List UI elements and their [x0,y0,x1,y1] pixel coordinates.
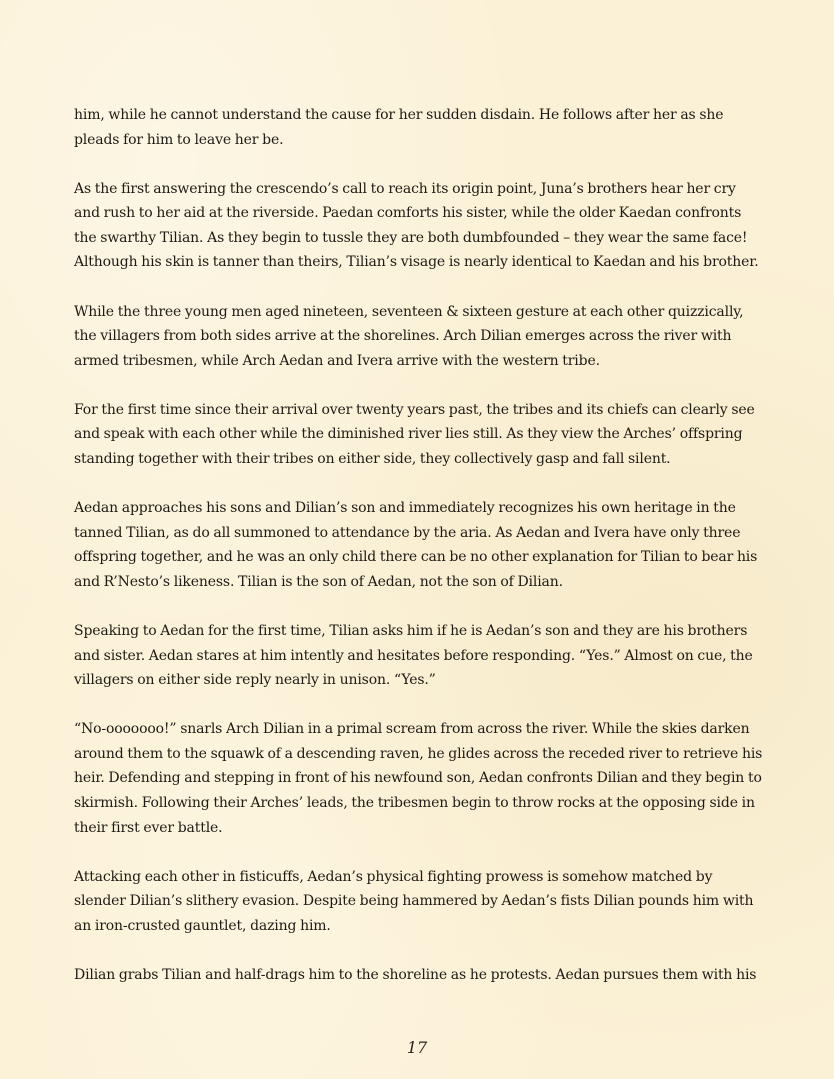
paragraph-2: As the first answering the crescendo’s call to reach its origin point, Juna’s brothers hear her cry and rush to her aid at the riverside. Paedan comforts his sister, while the older Kaedan confronts the swarthy Tilian. As they begin to tussle they are both dumbfounded – they wear the same face! Although his skin is tanner than theirs, Tilian’s visage is nearly identical to Kaedan and his brother. [74,180,759,271]
paragraph-6: Speaking to Aedan for the first time, Tilian asks him if he is Aedan’s son and they are his brothers and sister. Aedan stares at him intently and hesitates before responding. “Yes.” Almost on cue, the villagers on either side reply nearly in unison. “Yes.” [74,623,753,689]
page-number: 17 [406,1038,428,1057]
body-text [74,103,764,988]
paragraph-1: him, while he cannot understand the cause for her sudden disdain. He follows after her as she pleads for him to leave her be. [74,107,724,148]
paragraph-3: While the three young men aged nineteen, seventeen & sixteen gesture at each other quizzically, the villagers from both sides arrive at the shorelines. Arch Dilian emerges across the river with armed tribesmen, while Arch Aedan and Ivera arrive with the western tribe. [74,303,744,369]
paragraph-4: For the first time since their arrival over twenty years past, the tribes and its chiefs can clearly see and speak with each other while the diminished river lies still. As they view the Arches’ offspring standing together with their tribes on either side, they collectively gasp and fall silent. [74,401,755,468]
paragraph-9: Dilian grabs Tilian and half-drags him to the shoreline as he protests. Aedan pursues them with his [74,967,757,984]
paragraph-8: Attacking each other in fisticuffs, Aedan’s physical fighting prowess is somehow matched by slender Dilian’s slithery evasion. Despite being hammered by Aedan’s fists Dilian pounds him with an iron-crusted gauntlet, dazing him. [74,868,754,934]
paragraph-5: Aedan approaches his sons and Dilian’s son and immediately recognizes his own heritage in the tanned Tilian, as do all summoned to attendance by the aria. As Aedan and Ivera have only three offspring together, and he was an only child there can be no other explanation for Tilian to bear his and R’Nesto’s likeness. Tilian is the son of Aedan, not the son of Dilian. [74,500,758,590]
paragraph-7: “No-ooooooo!” snarls Arch Dilian in a primal scream from across the river. While the skies darken around them to the squawk of a descending raven, he glides across the receded river to retrieve his heir. Defending and stepping in front of his newfound son, Aedan confronts Dilian and they begin to skirmish. Following their Arches’ leads, the tribesmen begin to throw rocks at the opposing side in their first ever battle. [74,721,763,836]
